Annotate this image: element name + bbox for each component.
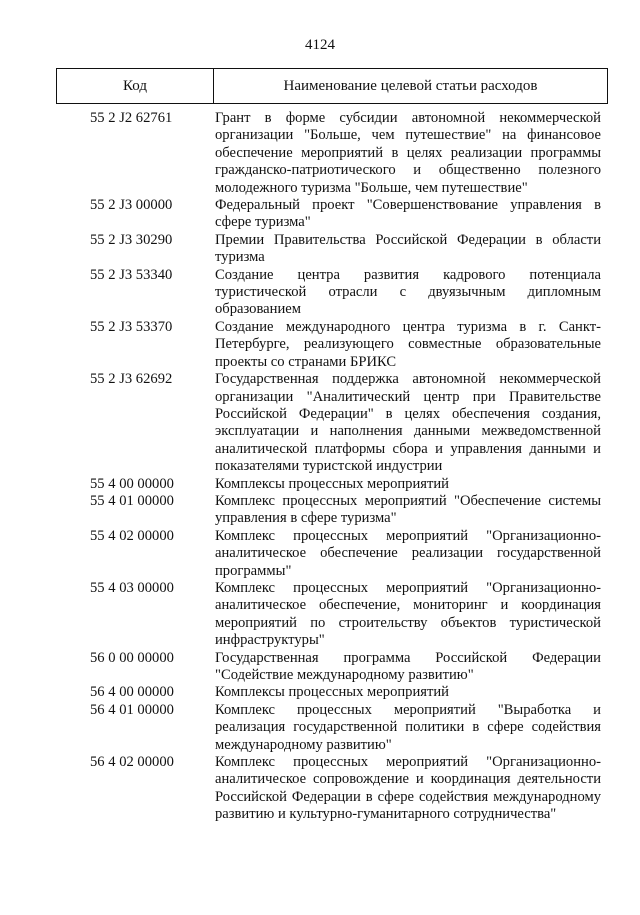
table-row (0, 371, 640, 475)
table-row (0, 650, 640, 685)
header-name: Наименование целевой статьи расходов (283, 77, 538, 94)
row-code: 56 4 00 00000 (90, 684, 174, 701)
row-code: 55 2 J3 62692 (90, 371, 173, 388)
table-row (0, 702, 640, 754)
row-name: Комплекс процессных мероприятий "Обеспечение системы управления в сфере туризма" (215, 492, 601, 527)
table-row (0, 197, 640, 232)
row-name: Государственная программа Российской Федерации "Содействие международному развитию" (215, 649, 601, 683)
row-code: 55 2 J3 53340 (90, 266, 173, 283)
row-code: 56 4 01 00000 (90, 701, 174, 718)
row-code: 55 4 03 00000 (90, 579, 174, 596)
table-row (0, 754, 640, 824)
table-row (0, 528, 640, 580)
table-row (0, 476, 640, 493)
row-name: Государственная поддержка автономной некоммерческой организации "Аналитический центр при Правительстве Российской Федерации" в целях обеспечения создания, эксплуатации и наполнения данными межведомственной аналитической платформы сбора и управления данными и показателями туристской индустрии (215, 371, 601, 475)
row-code: 55 4 00 00000 (90, 475, 174, 492)
row-name: Комплексы процессных мероприятий (215, 684, 449, 701)
table-header (56, 68, 608, 104)
table-row (0, 580, 640, 650)
header-code: Код (57, 69, 214, 103)
row-name: Создание центра развития кадрового потенциала туристической отрасли с двуязычным дипломным образованием (215, 266, 601, 318)
row-name: Федеральный проект "Совершенствование управления в сфере туризма" (215, 197, 601, 231)
row-name: Комплекс процессных мероприятий "Организационно-аналитическое сопровождение и координация деятельности Российской Федерации в сфере содействия международному развитию и культурно-гуманитарного сотрудничества" (215, 754, 601, 823)
row-name: Комплекс процессных мероприятий "Организационно-аналитическое обеспечение реализации государственной программы" (215, 527, 601, 579)
row-name: Комплекс процессных мероприятий "Выработка и реализация государственной политики в сфере содействия международному развитию" (215, 701, 601, 753)
table-row (0, 493, 640, 528)
table-row (0, 684, 640, 701)
row-code: 55 2 J2 62761 (90, 110, 173, 126)
table-row (0, 232, 640, 267)
row-name: Комплекс процессных мероприятий "Организационно-аналитическое обеспечение, мониторинг и координация мероприятий по строительству объектов туристической инфраструктуры" (215, 579, 601, 649)
row-code: 55 2 J3 30290 (90, 231, 173, 248)
row-name: Грант в форме субсидии автономной некоммерческой организации "Больше, чем путешествие" на финансовое обеспечение мероприятий в целях реализации программы гражданско-патриотического и общественно полезного молодежного туризма "Больше, чем путешествие" (215, 110, 601, 196)
table-row (0, 267, 640, 319)
row-code: 55 2 J3 00000 (90, 197, 173, 214)
row-code: 56 0 00 00000 (90, 649, 174, 666)
row-code: 55 4 01 00000 (90, 492, 174, 509)
row-name: Премии Правительства Российской Федерации в области туризма (215, 231, 601, 266)
row-name: Комплексы процессных мероприятий (215, 475, 449, 492)
row-code: 56 4 02 00000 (90, 754, 174, 771)
table-body (0, 110, 640, 824)
table-row (0, 319, 640, 371)
page-number: 4124 (305, 37, 335, 53)
row-code: 55 2 J3 53370 (90, 318, 173, 335)
row-code: 55 4 02 00000 (90, 527, 174, 544)
row-name: Создание международного центра туризма в г. Санкт-Петербурге, реализующего совместные образовательные проекты со странами БРИКС (215, 318, 601, 370)
table-row (0, 110, 640, 197)
